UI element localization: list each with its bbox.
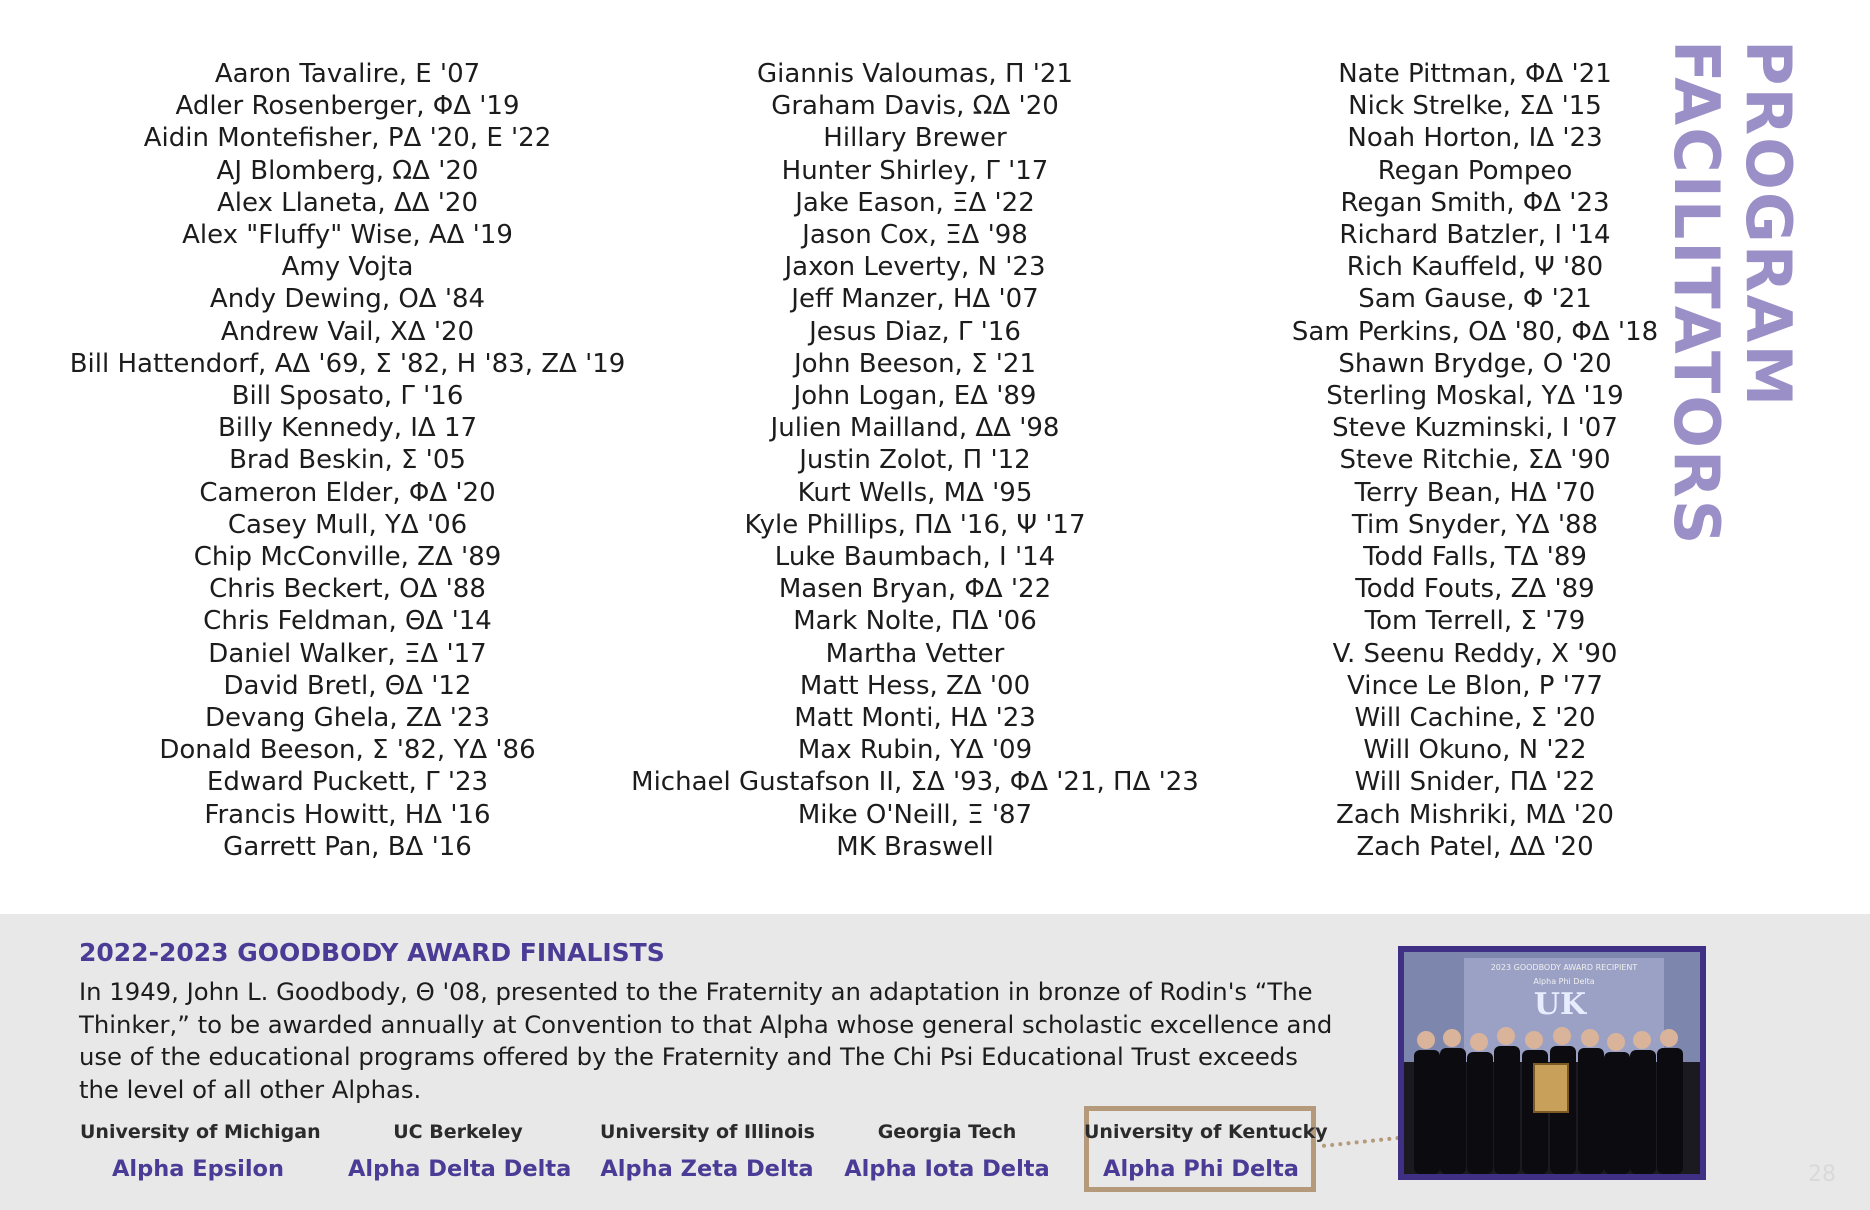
- facilitator-name: Hillary Brewer: [823, 123, 1007, 154]
- facilitator-name: Jesus Diaz, Γ '16: [809, 316, 1021, 347]
- facilitator-name: Mike O'Neill, Ξ '87: [797, 799, 1033, 830]
- facilitator-name: Matt Hess, ΖΔ '00: [799, 670, 1031, 701]
- award-description: In 1949, John L. Goodbody, Θ '08, presented to the Fraternity an adaptation in bronze of Rodin's “The Thinker,” to be awarded annually at Convention to that Alpha whose general scholastic excellence and use of the educational programs offered by the Fraternity and The Chi Psi Educational Trust exceeds the level of all other Alphas.: [79, 977, 1333, 1104]
- facilitator-name: Todd Fouts, ΖΔ '89: [1355, 574, 1595, 605]
- facilitator-name: Tom Terrell, Σ '79: [1364, 606, 1586, 637]
- names-column-2: [615, 58, 1215, 863]
- facilitator-name: Kyle Phillips, ΠΔ '16, Ψ '17: [744, 509, 1086, 540]
- facilitator-name: Max Rubin, ΥΔ '09: [797, 735, 1033, 766]
- facilitator-name: Jeff Manzer, ΗΔ '07: [791, 284, 1039, 315]
- facilitator-name: Zach Patel, ΔΔ '20: [1356, 831, 1594, 862]
- facilitator-name: Devang Ghela, ΖΔ '23: [205, 703, 490, 734]
- facilitator-name: David Bretl, ΘΔ '12: [223, 670, 472, 701]
- finalist-university: University of Kentucky: [1084, 1121, 1328, 1143]
- facilitator-name: Justin Zolot, Π '12: [799, 445, 1031, 476]
- facilitator-name: Amy Vojta: [281, 252, 414, 283]
- finalist-kentucky-winner: [1084, 1108, 1328, 1183]
- facilitator-name: Sam Perkins, ΟΔ '80, ΦΔ '18: [1291, 316, 1659, 347]
- finalist-university: Georgia Tech: [877, 1121, 1017, 1143]
- finalist-chapter: Alpha Iota Delta: [844, 1156, 1050, 1182]
- facilitator-name: Andrew Vail, ΧΔ '20: [220, 316, 475, 347]
- facilitator-name: Rich Kauffeld, Ψ '80: [1346, 252, 1604, 283]
- facilitator-name: Jason Cox, ΞΔ '98: [802, 220, 1028, 251]
- facilitator-name: Vince Le Blon, Ρ '77: [1347, 670, 1603, 701]
- finalist-university: University of Illinois: [600, 1121, 815, 1143]
- facilitator-name: Matt Monti, ΗΔ '23: [794, 703, 1036, 734]
- finalist-university: University of Michigan: [80, 1121, 321, 1143]
- facilitator-name: Kurt Wells, ΜΔ '95: [797, 477, 1033, 508]
- facilitator-names: [0, 52, 1700, 872]
- facilitator-name: Chris Feldman, ΘΔ '14: [203, 606, 492, 637]
- facilitator-name: AJ Blomberg, ΩΔ '20: [216, 155, 479, 186]
- photo-banner-line2: Alpha Phi Delta: [1533, 977, 1595, 986]
- facilitator-name: Garrett Pan, ΒΔ '16: [223, 831, 472, 862]
- facilitator-name: Edward Puckett, Γ '23: [206, 767, 489, 798]
- facilitator-name: Hunter Shirley, Γ '17: [781, 155, 1049, 186]
- facilitator-name: Adler Rosenberger, ΦΔ '19: [175, 91, 520, 122]
- facilitator-name: Martha Vetter: [825, 638, 1005, 669]
- facilitator-name: Graham Davis, ΩΔ '20: [771, 91, 1059, 122]
- facilitator-name: Michael Gustafson II, ΣΔ '93, ΦΔ '21, ΠΔ '23: [631, 767, 1199, 798]
- finalist-university: UC Berkeley: [393, 1121, 523, 1143]
- facilitator-name: Donald Beeson, Σ '82, ΥΔ '86: [159, 735, 536, 766]
- facilitator-name: Shawn Brydge, Ο '20: [1338, 348, 1612, 379]
- facilitator-name: Noah Horton, ΙΔ '23: [1347, 123, 1603, 154]
- facilitator-name: Regan Pompeo: [1377, 155, 1573, 186]
- facilitator-name: Giannis Valoumas, Π '21: [757, 59, 1073, 89]
- uk-logo: UK: [1533, 987, 1587, 1022]
- facilitator-name: Richard Batzler, Ι '14: [1339, 220, 1611, 251]
- facilitator-name: Sterling Moskal, ΥΔ '19: [1326, 381, 1624, 412]
- names-column-1: [0, 58, 695, 863]
- facilitator-name: Billy Kennedy, ΙΔ 17: [217, 413, 478, 444]
- facilitator-name: Masen Bryan, ΦΔ '22: [778, 574, 1052, 605]
- facilitator-name: Zach Mishriki, ΜΔ '20: [1336, 799, 1614, 830]
- facilitator-name: Chris Beckert, ΟΔ '88: [209, 574, 486, 605]
- section-title: PROGRAM FACILITATORS: [1660, 40, 1805, 547]
- facilitator-name: Steve Kuzminski, Ι '07: [1332, 413, 1618, 444]
- facilitator-name: Cameron Elder, ΦΔ '20: [199, 477, 496, 508]
- finalist-georgia-tech: [844, 1120, 1050, 1183]
- facilitator-name: Aaron Tavalire, Ε '07: [214, 59, 481, 89]
- facilitator-name: Terry Bean, ΗΔ '70: [1354, 477, 1596, 508]
- facilitator-name: Aidin Montefisher, ΡΔ '20, Ε '22: [143, 123, 552, 154]
- finalist-berkeley: [348, 1120, 572, 1183]
- facilitator-name: Daniel Walker, ΞΔ '17: [208, 638, 487, 669]
- facilitator-name: Jaxon Leverty, Ν '23: [784, 252, 1046, 283]
- facilitator-name: Luke Baumbach, Ι '14: [774, 542, 1056, 573]
- facilitator-name: Nate Pittman, ΦΔ '21: [1338, 59, 1612, 89]
- facilitator-name: Casey Mull, ΥΔ '06: [227, 509, 468, 540]
- facilitator-name: Chip McConville, ΖΔ '89: [193, 542, 502, 573]
- award-title: 2022-2023 GOODBODY AWARD FINALISTS: [79, 938, 665, 967]
- facilitator-name: V. Seenu Reddy, Χ '90: [1332, 638, 1618, 669]
- facilitator-name: Alex Llaneta, ΔΔ '20: [216, 187, 479, 218]
- facilitator-name: MK Braswell: [836, 831, 994, 862]
- winner-photo: [1398, 946, 1706, 1180]
- facilitator-name: Bill Sposato, Γ '16: [231, 381, 464, 412]
- group-photo-illustration: [1404, 952, 1700, 1174]
- facilitator-name: Will Cachine, Σ '20: [1354, 703, 1596, 734]
- page-number: 28: [1808, 1162, 1836, 1187]
- facilitator-name: John Beeson, Σ '21: [793, 348, 1036, 379]
- finalist-chapter: Alpha Epsilon: [111, 1156, 285, 1182]
- facilitator-name: Tim Snyder, ΥΔ '88: [1351, 509, 1599, 540]
- facilitator-name: Francis Howitt, ΗΔ '16: [204, 799, 491, 830]
- trophy-plaque: [1534, 1064, 1568, 1112]
- finalist-chapter: Alpha Zeta Delta: [600, 1156, 814, 1182]
- facilitator-name: Todd Falls, ΤΔ '89: [1363, 542, 1587, 573]
- winner-connector-line: [1322, 1136, 1400, 1148]
- facilitator-name: Regan Smith, ΦΔ '23: [1340, 187, 1610, 218]
- facilitator-name: Sam Gause, Φ '21: [1358, 284, 1592, 315]
- facilitator-name: Will Okuno, Ν '22: [1363, 735, 1587, 766]
- names-column-3: [1260, 58, 1690, 863]
- facilitator-name: Julien Mailland, ΔΔ '98: [770, 413, 1060, 444]
- facilitator-name: Nick Strelke, ΣΔ '15: [1348, 91, 1602, 122]
- facilitator-name: Andy Dewing, ΟΔ '84: [209, 284, 486, 315]
- facilitator-name: Will Snider, ΠΔ '22: [1354, 767, 1596, 798]
- facilitator-name: Mark Nolte, ΠΔ '06: [793, 606, 1037, 637]
- facilitator-name: Brad Beskin, Σ '05: [229, 445, 466, 476]
- facilitator-name: Bill Hattendorf, ΑΔ '69, Σ '82, Η '83, ΖΔ '19: [69, 348, 626, 379]
- group-photo: [1404, 952, 1700, 1174]
- finalist-chapter: Alpha Delta Delta: [348, 1156, 572, 1182]
- finalist-illinois: [600, 1120, 814, 1183]
- facilitator-name: Jake Eason, ΞΔ '22: [795, 187, 1035, 218]
- finalist-chapter: Alpha Phi Delta: [1103, 1156, 1299, 1182]
- photo-banner-line1: 2023 GOODBODY AWARD RECIPIENT: [1490, 963, 1638, 972]
- facilitator-name: John Logan, ΕΔ '89: [793, 381, 1037, 412]
- finalist-michigan: [80, 1120, 321, 1183]
- facilitator-name: Steve Ritchie, ΣΔ '90: [1339, 445, 1611, 476]
- facilitator-name: Alex "Fluffy" Wise, ΑΔ '19: [182, 220, 513, 251]
